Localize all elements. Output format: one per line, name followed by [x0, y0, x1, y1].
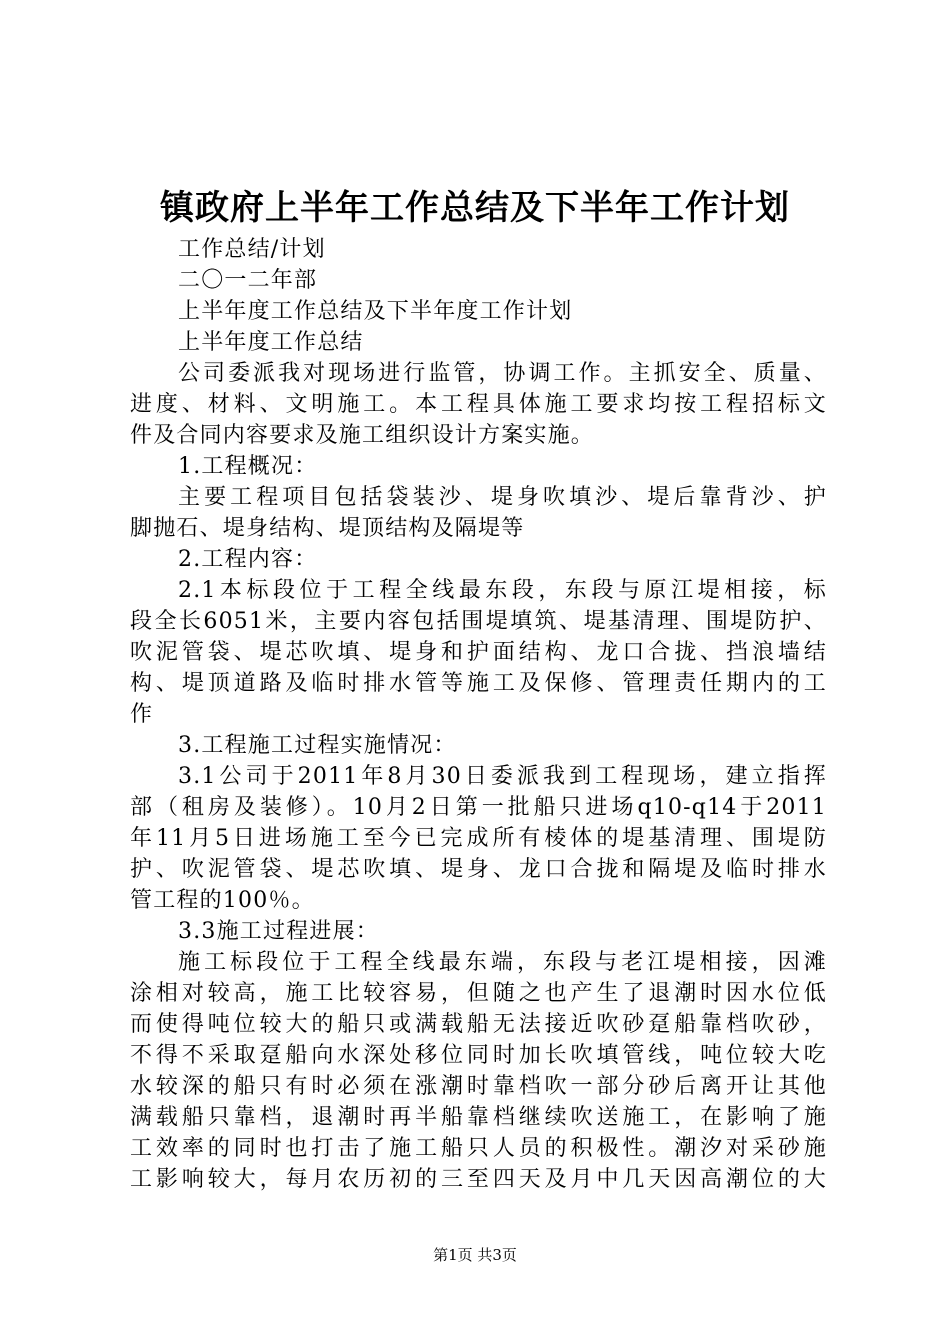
body-line: 件及合同内容要求及施工组织设计方案实施。	[130, 423, 595, 448]
document-body	[130, 234, 827, 1195]
body-line: 施工标段位于工程全线最东端，东段与老江堤相接，因滩	[178, 950, 827, 975]
body-line: 进度、材料、文明施工。本工程具体施工要求均按工程招标文	[130, 392, 827, 417]
body-line: 1.工程概况：	[178, 454, 318, 479]
body-line: 3.工程施工过程实施情况：	[178, 733, 457, 758]
body-line: 脚抛石、堤身结构、堤顶结构及隔堤等	[130, 516, 525, 541]
body-line: 段全长6051米，主要内容包括围堤填筑、堤基清理、围堤防护、	[130, 609, 827, 634]
body-line: 上半年度工作总结及下半年度工作计划	[178, 299, 573, 324]
body-line: 工效率的同时也打击了施工船只人员的积极性。潮汐对采砂施	[130, 1136, 827, 1161]
body-line: 工影响较大，每月农历初的三至四天及月中几天因高潮位的大	[130, 1167, 827, 1192]
body-line: 部（租房及装修）。10月2日第一批船只进场q10-q14于2011	[130, 795, 827, 820]
body-line: 公司委派我对现场进行监管，协调工作。主抓安全、质量、	[178, 361, 827, 386]
body-line: 管工程的100％。	[130, 888, 315, 913]
document-title: 镇政府上半年工作总结及下半年工作计划	[160, 188, 790, 228]
body-line: 上半年度工作总结	[178, 330, 364, 355]
body-line: 构、堤顶道路及临时排水管等施工及保修、管理责任期内的工	[130, 671, 827, 696]
body-line: 不得不采取趸船向水深处移位同时加长吹填管线，吨位较大吃	[130, 1043, 827, 1068]
body-line: 2.工程内容：	[178, 547, 318, 572]
body-line: 满载船只靠档，退潮时再半船靠档继续吹送施工，在影响了施	[130, 1105, 827, 1130]
body-line: 3.1公司于2011年8月30日委派我到工程现场，建立指挥	[178, 764, 827, 789]
body-line: 涂相对较高，施工比较容易，但随之也产生了退潮时因水位低	[130, 981, 827, 1006]
page-number-footer: 第1页 共3页	[433, 1246, 517, 1264]
body-line: 3.3施工过程进展：	[178, 919, 379, 944]
body-line: 工作总结/计划	[178, 237, 326, 262]
body-line: 主要工程项目包括袋装沙、堤身吹填沙、堤后靠背沙、护	[178, 485, 827, 510]
body-line: 水较深的船只有时必须在涨潮时靠档吹一部分砂后离开让其他	[130, 1074, 827, 1099]
body-line: 作	[130, 702, 154, 727]
body-line: 二〇一二年部	[178, 268, 318, 293]
body-line: 年11月5日进场施工至今已完成所有棱体的堤基清理、围堤防	[130, 826, 827, 851]
body-line: 护、吹泥管袋、堤芯吹填、堤身、龙口合拢和隔堤及临时排水	[130, 857, 827, 882]
body-line: 吹泥管袋、堤芯吹填、堤身和护面结构、龙口合拢、挡浪墙结	[130, 640, 827, 665]
body-line: 而使得吨位较大的船只或满载船无法接近吹砂趸船靠档吹砂，	[130, 1012, 827, 1037]
body-line: 2.1本标段位于工程全线最东段，东段与原江堤相接，标	[178, 578, 827, 603]
